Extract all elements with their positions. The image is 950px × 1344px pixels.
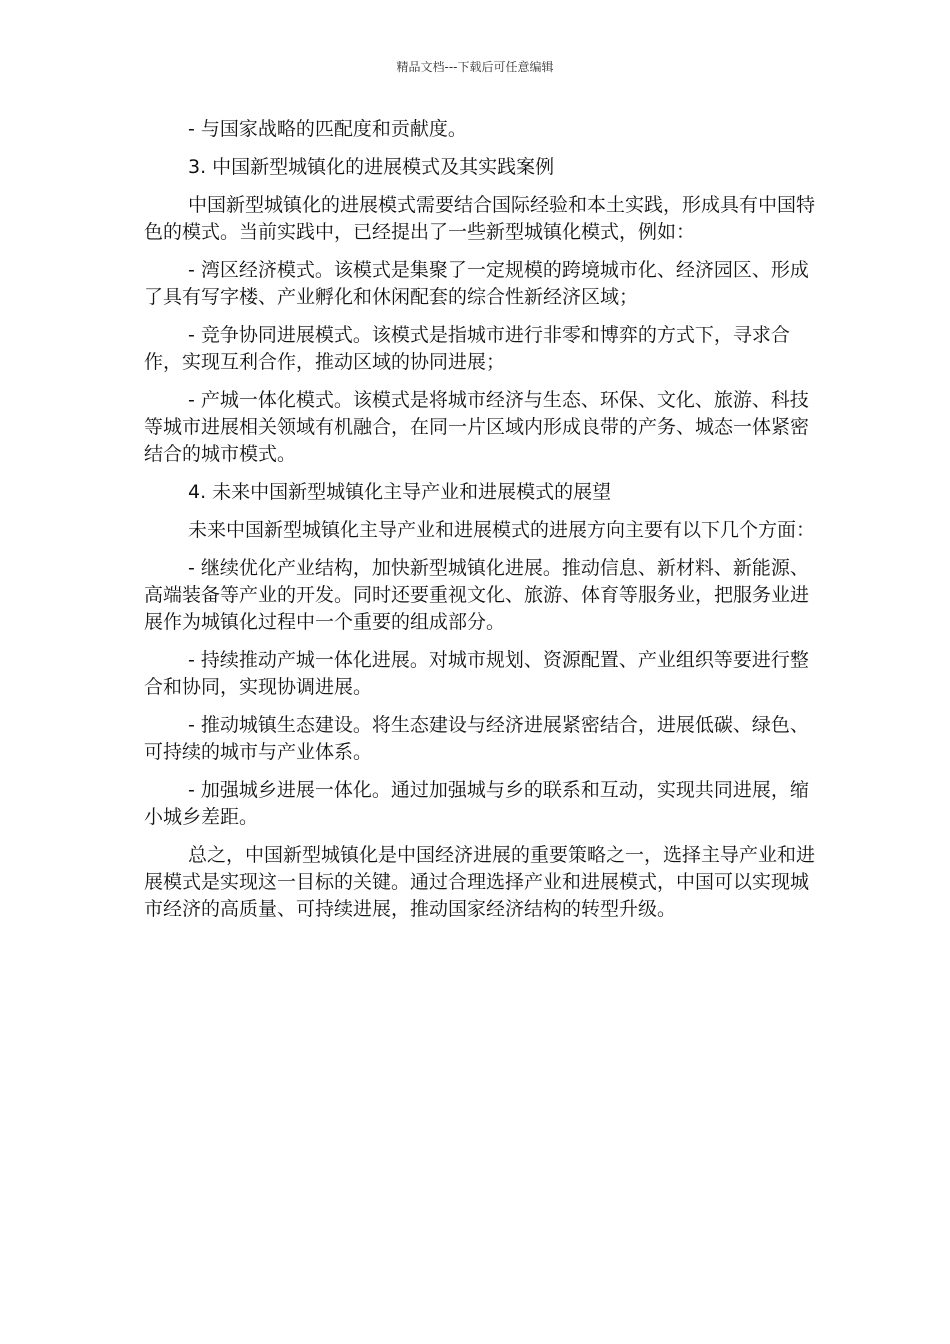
page-header: 精品文档---下载后可任意编辑 [396,60,554,74]
bullet-national-strategy: - 与国家战略的匹配度和贡献度。 [188,118,467,140]
bullet-competition-coordination-model: - 竞争协同进展模式。该模式是指城市进行非零和博弈的方式下，寻求合作，实现互利合作，推动区域的协同进展； [144,324,790,373]
bullet-urban-rural: - 加强城乡进展一体化。通过加强城与乡的联系和互动，实现共同进展，缩小城乡差距。 [144,779,809,828]
bullet-industry-city-integration-model: - 产城一体化模式。该模式是将城市经济与生态、环保、文化、旅游、科技等城市进展相关领域有机融合，在同一片区域内形成良带的产务、城态一体紧密结合的城市模式。 [144,389,810,465]
section-heading-3: 3. 中国新型城镇化的进展模式及其实践案例 [188,156,555,178]
bullet-ecology: - 推动城镇生态建设。将生态建设与经济进展紧密结合，进展低碳、绿色、可持续的城市与产业体系。 [144,714,809,763]
bullet-integration: - 持续推动产城一体化进展。对城市规划、资源配置、产业组织等要进行整合和协同，实现协调进展。 [144,649,809,698]
paragraph-outlook-intro: 未来中国新型城镇化主导产业和进展模式的进展方向主要有以下几个方面： [188,519,816,541]
document-body [144,116,824,934]
paragraph-models-intro: 中国新型城镇化的进展模式需要结合国际经验和本土实践，形成具有中国特色的模式。当前实践中，已经提出了一些新型城镇化模式，例如： [144,194,816,243]
bullet-bay-area-model: - 湾区经济模式。该模式是集聚了一定规模的跨境城市化、经济园区、形成了具有写字楼、产业孵化和休闲配套的综合性新经济区域； [144,259,809,308]
section-heading-4: 4. 未来中国新型城镇化主导产业和进展模式的展望 [188,481,612,503]
bullet-optimize-industry: - 继续优化产业结构，加快新型城镇化进展。推动信息、新材料、新能源、高端装备等产业的开发。同时还要重视文化、旅游、体育等服务业，把服务业进展作为城镇化过程中一个重要的组成部分。 [144,557,810,633]
paragraph-conclusion: 总之，中国新型城镇化是中国经济进展的重要策略之一，选择主导产业和进展模式是实现这一目标的关键。通过合理选择产业和进展模式，中国可以实现城市经济的高质量、可持续进展，推动国家经济结构的转型升级。 [144,844,816,920]
